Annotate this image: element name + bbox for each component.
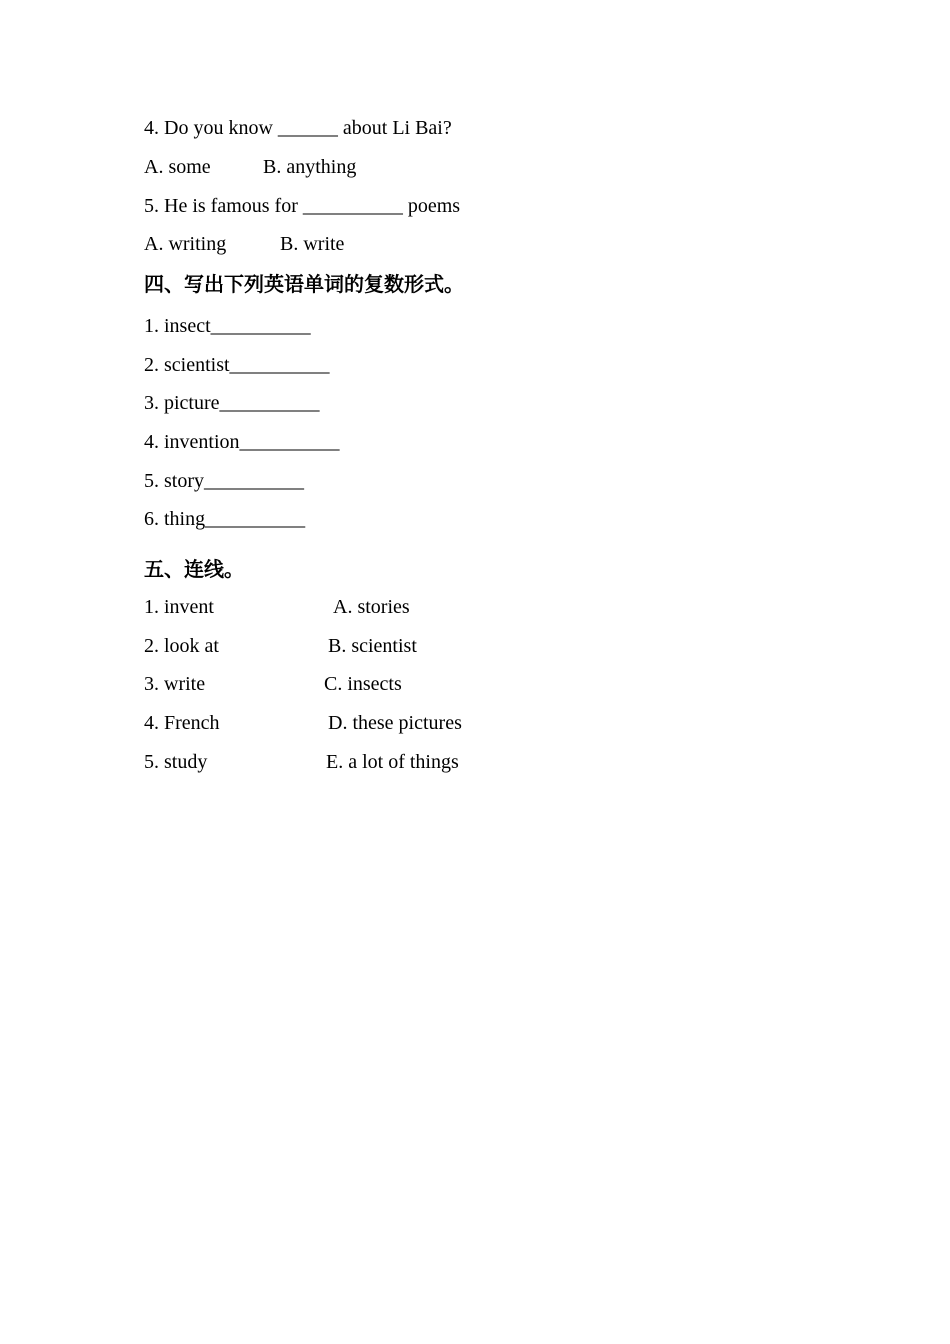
match-right-b: B. scientist bbox=[328, 635, 417, 657]
match-right-e: E. a lot of things bbox=[326, 751, 459, 773]
match-right-d: D. these pictures bbox=[328, 712, 462, 734]
section-4-heading: 四、写出下列英语单词的复数形式。 bbox=[144, 272, 464, 296]
match-left-2: 2. look at bbox=[144, 635, 219, 657]
match-left-1: 1. invent bbox=[144, 596, 214, 618]
plural-item-2: 2. scientist__________ bbox=[144, 354, 330, 376]
match-left-3: 3. write bbox=[144, 673, 206, 695]
plural-item-1: 1. insect__________ bbox=[144, 315, 311, 337]
plural-item-6: 6. thing__________ bbox=[144, 508, 306, 530]
plural-item-5: 5. story__________ bbox=[144, 470, 304, 492]
question-5: 5. He is famous for __________ poems bbox=[144, 195, 461, 217]
match-left-5: 5. study bbox=[144, 751, 208, 773]
plural-item-4: 4. invention__________ bbox=[144, 431, 340, 453]
section-5-heading: 五、连线。 bbox=[144, 557, 244, 581]
question-4: 4. Do you know ______ about Li Bai? bbox=[144, 117, 452, 139]
question-4-option-a: A. some bbox=[144, 156, 211, 178]
question-4-option-b: B. anything bbox=[263, 156, 357, 178]
match-right-a: A. stories bbox=[333, 596, 410, 618]
question-5-option-a: A. writing bbox=[144, 233, 227, 255]
match-left-4: 4. French bbox=[144, 712, 220, 734]
question-5-option-b: B. write bbox=[280, 233, 345, 255]
match-right-c: C. insects bbox=[324, 673, 402, 695]
plural-item-3: 3. picture__________ bbox=[144, 392, 320, 414]
